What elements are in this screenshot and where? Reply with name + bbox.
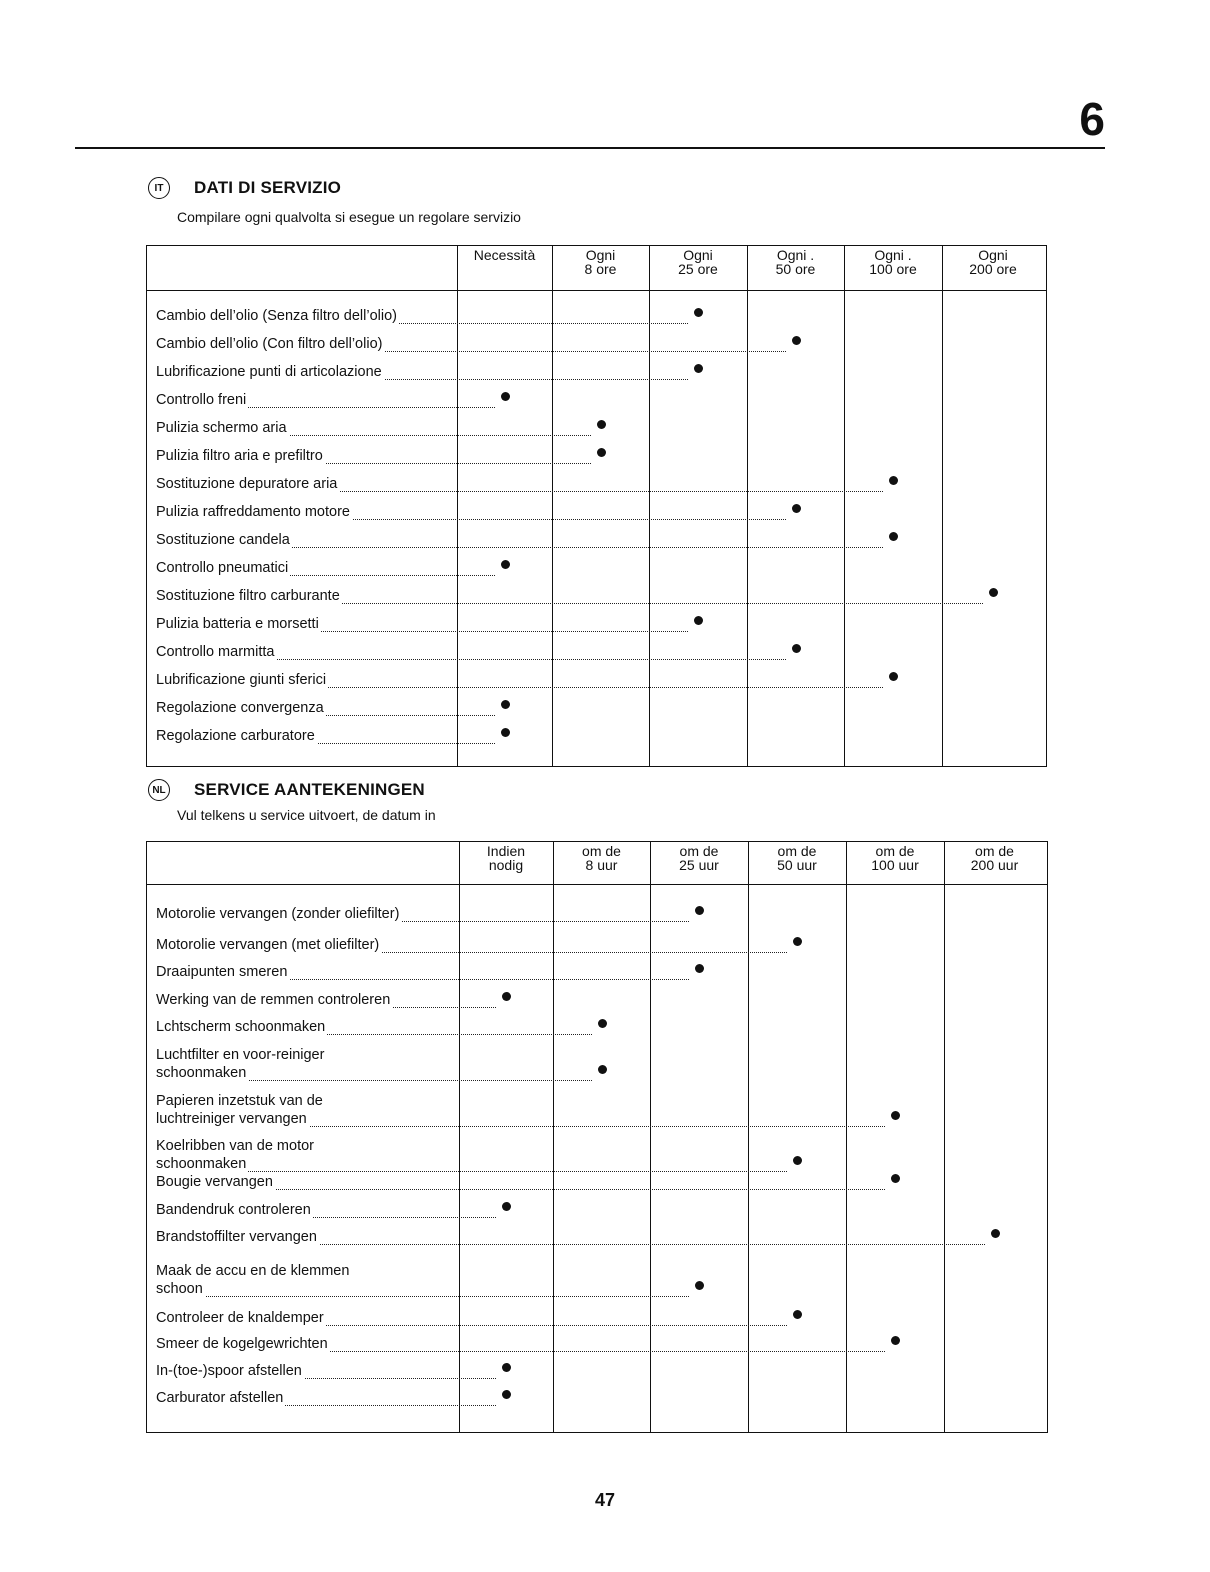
section-header-it (148, 177, 341, 199)
service-row (156, 906, 1036, 924)
row-label: Cambio dell’olio (Senza filtro dell’olio) (156, 308, 397, 324)
row-label-line2: schoonmaken (156, 1065, 247, 1081)
row-label: Lubrificazione punti di articolazione (156, 364, 382, 380)
section-header-nl (148, 779, 425, 801)
row-label: Sostituzione depuratore aria (156, 476, 338, 492)
service-row (156, 937, 1036, 955)
service-row (156, 672, 1035, 690)
row-label: Motorolie vervangen (met oliefilter) (156, 937, 380, 953)
service-row (156, 1229, 1036, 1247)
section-title-nl: SERVICE AANTEKENINGEN (194, 780, 425, 799)
column-header: om de 100 uur (871, 843, 919, 873)
row-label: Papieren inzetstuk van de (156, 1093, 323, 1109)
interval-mark (889, 476, 898, 485)
row-label: Carburator afstellen (156, 1390, 284, 1406)
row-label-line2: luchtreiniger vervangen (156, 1111, 307, 1127)
column-header: om de 8 uur (582, 843, 621, 873)
row-label: Luchtfilter en voor-reiniger (156, 1047, 325, 1063)
service-row (156, 1138, 1036, 1174)
column-header: om de 200 uur (970, 843, 1019, 873)
interval-mark (891, 1174, 900, 1183)
chapter-number: 6 (1079, 93, 1105, 145)
column-header: Ogni 25 ore (678, 247, 718, 277)
service-row (156, 992, 1036, 1010)
row-label: Controllo freni (156, 392, 247, 408)
interval-mark (694, 364, 703, 373)
service-row (156, 1047, 1036, 1083)
row-label: Werking van de remmen controleren (156, 992, 391, 1008)
service-row (156, 504, 1035, 522)
row-label: Koelribben van de motor (156, 1138, 314, 1154)
interval-mark (991, 1229, 1000, 1238)
column-header: Ogni 8 ore (584, 247, 617, 277)
interval-mark (501, 392, 510, 401)
row-label: Regolazione carburatore (156, 728, 315, 744)
row-label: Brandstoffilter vervangen (156, 1229, 317, 1245)
service-row (156, 616, 1035, 634)
row-label-line2: schoonmaken (156, 1156, 247, 1172)
column-header: om de 25 uur (679, 843, 719, 873)
column-header: Necessità (473, 247, 536, 263)
service-row (156, 1363, 1036, 1381)
column-header: Ogni . 100 ore (869, 247, 917, 277)
language-badge-it: IT (148, 177, 170, 199)
interval-mark (695, 906, 704, 915)
interval-mark (695, 964, 704, 973)
interval-mark (989, 588, 998, 597)
service-row (156, 964, 1036, 982)
leader-dots (160, 1294, 689, 1297)
interval-mark (501, 700, 510, 709)
section-title-it: DATI DI SERVIZIO (194, 178, 342, 197)
row-label: Pulizia filtro aria e prefiltro (156, 448, 323, 464)
interval-mark (793, 937, 802, 946)
interval-mark (502, 1363, 511, 1372)
leader-dots (160, 1169, 787, 1172)
row-label: Bandendruk controleren (156, 1202, 311, 1218)
service-row (156, 364, 1035, 382)
service-row (156, 420, 1035, 438)
interval-mark (501, 560, 510, 569)
service-row (156, 336, 1035, 354)
service-row (156, 392, 1035, 410)
section-subtitle-it: Compilare ogni qualvolta si esegue un regolare servizio (177, 209, 521, 225)
interval-mark (597, 420, 606, 429)
interval-mark (695, 1281, 704, 1290)
row-label: Controllo pneumatici (156, 560, 289, 576)
service-row (156, 308, 1035, 326)
interval-mark (502, 1390, 511, 1399)
interval-mark (597, 448, 606, 457)
service-table-nl (146, 841, 1048, 1433)
interval-mark (793, 1310, 802, 1319)
language-badge-nl: NL (148, 779, 170, 801)
service-row (156, 476, 1035, 494)
service-row (156, 560, 1035, 578)
service-row (156, 1019, 1036, 1037)
interval-mark (502, 1202, 511, 1211)
row-label: Smeer de kogelgewrichten (156, 1336, 328, 1352)
interval-mark (792, 504, 801, 513)
interval-mark (598, 1065, 607, 1074)
interval-mark (793, 1156, 802, 1165)
header-rule (75, 147, 1105, 149)
service-row (156, 1093, 1036, 1129)
interval-mark (891, 1111, 900, 1120)
service-row (156, 1174, 1036, 1192)
row-label: Lubrificazione giunti sferici (156, 672, 327, 688)
row-label: Draaipunten smeren (156, 964, 288, 980)
column-header: om de 50 uur (777, 843, 817, 873)
service-row (156, 1202, 1036, 1220)
row-label: Controleer de knaldemper (156, 1310, 324, 1326)
interval-mark (501, 728, 510, 737)
service-row (156, 1336, 1036, 1354)
row-label: Sostituzione filtro carburante (156, 588, 340, 604)
row-label: Pulizia raffreddamento motore (156, 504, 350, 520)
row-label: Motorolie vervangen (zonder oliefilter) (156, 906, 400, 922)
service-row (156, 1310, 1036, 1328)
section-subtitle-nl: Vul telkens u service uitvoert, de datum in (177, 807, 436, 823)
column-header: Ogni . 50 ore (775, 247, 816, 277)
service-row (156, 700, 1035, 718)
service-row (156, 644, 1035, 662)
row-label: Lchtscherm schoonmaken (156, 1019, 326, 1035)
interval-mark (694, 616, 703, 625)
row-label: In-(toe-)spoor afstellen (156, 1363, 302, 1379)
header-divider (147, 884, 1047, 885)
row-label: Pulizia schermo aria (156, 420, 287, 436)
service-table-it (146, 245, 1047, 767)
column-header: Ogni 200 ore (969, 247, 1017, 277)
page-number: 47 (594, 1490, 616, 1510)
row-label: Cambio dell’olio (Con filtro dell’olio) (156, 336, 383, 352)
row-label-line2: schoon (156, 1281, 203, 1297)
interval-mark (889, 672, 898, 681)
row-label: Maak de accu en de klemmen (156, 1263, 350, 1279)
row-label: Bougie vervangen (156, 1174, 273, 1190)
service-row (156, 532, 1035, 550)
row-label: Pulizia batteria e morsetti (156, 616, 319, 632)
row-label: Regolazione convergenza (156, 700, 324, 716)
interval-mark (889, 532, 898, 541)
service-row (156, 728, 1035, 746)
interval-mark (502, 992, 511, 1001)
service-row (156, 588, 1035, 606)
service-row (156, 1390, 1036, 1408)
interval-mark (792, 644, 801, 653)
interval-mark (694, 308, 703, 317)
interval-mark (598, 1019, 607, 1028)
service-row (156, 1263, 1036, 1299)
interval-mark (891, 1336, 900, 1345)
interval-mark (792, 336, 801, 345)
column-header: Indien nodig (486, 843, 526, 873)
row-label: Controllo marmitta (156, 644, 275, 660)
service-row (156, 448, 1035, 466)
row-label: Sostituzione candela (156, 532, 290, 548)
header-divider (147, 290, 1046, 291)
